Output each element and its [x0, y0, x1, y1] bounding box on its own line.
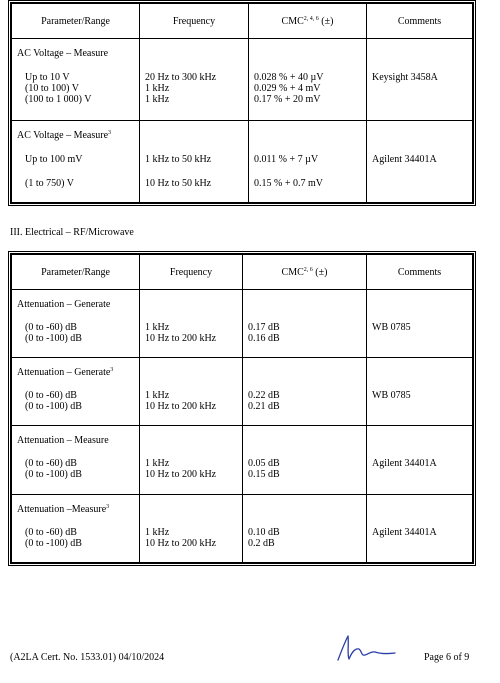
- table-row: [12, 358, 473, 426]
- table-header-row: [12, 255, 473, 290]
- header-cmc: CMC$^{2, 6}$ (±): [243, 255, 367, 290]
- parameter-cell: AC Voltage – Measure Up to 10 V (10 to 100) V (100 to 1 000) V: [12, 39, 140, 121]
- comment-cell: WB 0785: [367, 290, 473, 358]
- calibration-table-2: [10, 253, 474, 564]
- comment-cell: WB 0785: [367, 358, 473, 426]
- parameter-cell: Attenuation – Generate (0 to -60) dB (0 to -100) dB: [12, 290, 140, 358]
- frequency-cell: 1 kHz 10 Hz to 200 kHz: [140, 495, 243, 563]
- frequency-cell: 20 Hz to 300 kHz 1 kHz 1 kHz: [140, 39, 249, 121]
- page-number: Page 6 of 9: [424, 652, 470, 663]
- comment-cell: Agilent 34401A: [367, 121, 473, 203]
- table-row: [12, 39, 473, 121]
- header-comments: Comments: [367, 255, 473, 290]
- header-parameter: Parameter/Range: [12, 255, 140, 290]
- cmc-cell: 0.17 dB 0.16 dB: [243, 290, 367, 358]
- cmc-cell: 0.22 dB 0.21 dB: [243, 358, 367, 426]
- calibration-table-1: [10, 2, 474, 204]
- cmc-cell: 0.011 % + 7 µV 0.15 % + 0.7 mV: [249, 121, 367, 203]
- parameter-cell: AC Voltage – Measure$^3$ Up to 100 mV (1 to 750) V: [12, 121, 140, 203]
- comment-cell: Agilent 34401A: [367, 426, 473, 495]
- frequency-cell: 1 kHz 10 Hz to 200 kHz: [140, 290, 243, 358]
- table-row: [12, 121, 473, 203]
- parameter-cell: Attenuation –Measure$^3$ (0 to -60) dB (0 to -100) dB: [12, 495, 140, 563]
- table-header-row: [12, 4, 473, 39]
- frequency-cell: 1 kHz 10 Hz to 200 kHz: [140, 358, 243, 426]
- header-cmc: CMC$^{2, 4, 6}$ (±): [249, 4, 367, 39]
- table-row: [12, 290, 473, 358]
- certificate-footer: (A2LA Cert. No. 1533.01) 04/10/2024: [10, 652, 165, 663]
- cmc-cell: 0.05 dB 0.15 dB: [243, 426, 367, 495]
- parameter-cell: Attenuation – Generate$^3$ (0 to -60) dB (0 to -100) dB: [12, 358, 140, 426]
- table-row: [12, 495, 473, 563]
- table-row: [12, 426, 473, 495]
- cmc-cell: 0.028 % + 40 µV 0.029 % + 4 mV 0.17 % + 20 mV: [249, 39, 367, 121]
- header-frequency: Frequency: [140, 4, 249, 39]
- frequency-cell: 1 kHz to 50 kHz 10 Hz to 50 kHz: [140, 121, 249, 203]
- header-frequency: Frequency: [140, 255, 243, 290]
- header-parameter: Parameter/Range: [12, 4, 140, 39]
- comment-cell: Agilent 34401A: [367, 495, 473, 563]
- frequency-cell: 1 kHz 10 Hz to 200 kHz: [140, 426, 243, 495]
- section-heading: III. Electrical – RF/Microwave: [10, 227, 134, 238]
- comment-cell: Keysight 3458A: [367, 39, 473, 121]
- cmc-cell: 0.10 dB 0.2 dB: [243, 495, 367, 563]
- signature-icon: [335, 632, 397, 662]
- parameter-cell: Attenuation – Measure (0 to -60) dB (0 to -100) dB: [12, 426, 140, 495]
- header-comments: Comments: [367, 4, 473, 39]
